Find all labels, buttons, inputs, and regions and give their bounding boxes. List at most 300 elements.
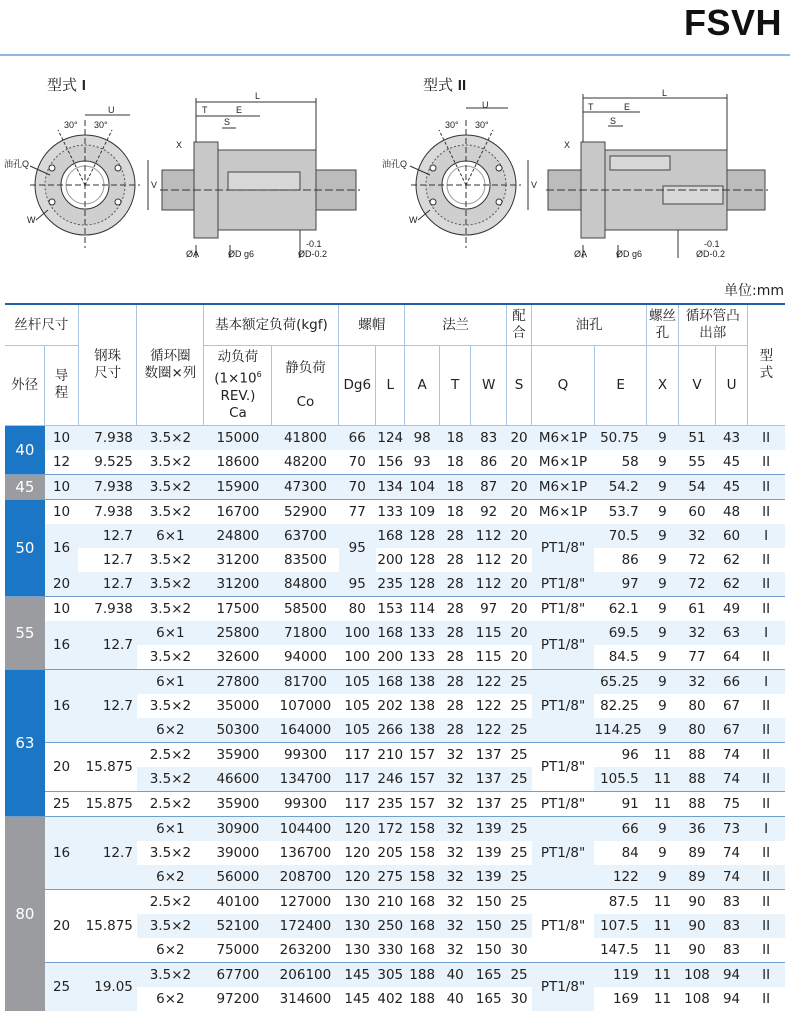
cell-ca: 35900 bbox=[204, 742, 272, 767]
type-ii-drawing bbox=[378, 80, 778, 265]
cell-x: 9 bbox=[647, 816, 678, 841]
cell-type: II bbox=[747, 499, 785, 524]
cell-v: 108 bbox=[678, 962, 716, 987]
cell-type: II bbox=[747, 841, 785, 865]
cell-v: 36 bbox=[678, 816, 716, 841]
cell-type: I bbox=[747, 669, 785, 694]
cell-co: 84800 bbox=[272, 572, 339, 597]
cell-w: 92 bbox=[471, 499, 507, 524]
table-row bbox=[5, 499, 785, 524]
cell-l: 205 bbox=[376, 841, 405, 865]
cell-e: 84.5 bbox=[594, 645, 646, 670]
cell-w: 139 bbox=[471, 841, 507, 865]
cell-x: 11 bbox=[647, 791, 678, 816]
cell-a: 168 bbox=[405, 938, 440, 963]
cell-ball: 7.938 bbox=[78, 499, 137, 524]
cell-v: 72 bbox=[678, 572, 716, 597]
cell-dg6: 66 bbox=[339, 425, 376, 450]
cell-v: 90 bbox=[678, 938, 716, 963]
cell-co: 63700 bbox=[272, 524, 339, 548]
cell-ball: 12.7 bbox=[78, 548, 137, 572]
cell-ball: 7.938 bbox=[78, 425, 137, 450]
outer-dia-cell: 50 bbox=[5, 499, 45, 596]
svg-text:-0.1: -0.1 bbox=[306, 239, 322, 249]
cell-u: 64 bbox=[716, 645, 747, 670]
cell-type: II bbox=[747, 742, 785, 767]
cell-lead: 16 bbox=[45, 816, 79, 889]
cell-co: 94000 bbox=[272, 645, 339, 670]
cell-ca: 52100 bbox=[204, 914, 272, 938]
cell-dg6: 145 bbox=[339, 987, 376, 1011]
cell-lead: 16 bbox=[45, 669, 79, 742]
cell-x: 9 bbox=[647, 596, 678, 621]
outer-dia-cell: 80 bbox=[5, 816, 45, 1011]
cell-e: 87.5 bbox=[594, 889, 646, 914]
cell-x: 9 bbox=[647, 645, 678, 670]
cell-e: 69.5 bbox=[594, 621, 646, 645]
cell-w: 97 bbox=[471, 596, 507, 621]
cell-dg6: 70 bbox=[339, 474, 376, 499]
cell-circ: 3.5×2 bbox=[137, 596, 204, 621]
cell-w: 150 bbox=[471, 938, 507, 963]
cell-dg6: 80 bbox=[339, 596, 376, 621]
cell-lead: 12 bbox=[45, 450, 79, 475]
cell-dg6: 95 bbox=[339, 524, 376, 572]
cell-t: 32 bbox=[439, 865, 470, 890]
cell-v: 89 bbox=[678, 841, 716, 865]
th-q: Q bbox=[532, 346, 595, 426]
cell-v: 90 bbox=[678, 914, 716, 938]
cell-e: 96 bbox=[594, 742, 646, 767]
header-divider bbox=[0, 54, 790, 56]
cell-u: 62 bbox=[716, 572, 747, 597]
cell-e: 147.5 bbox=[594, 938, 646, 963]
cell-a: 114 bbox=[405, 596, 440, 621]
cell-s: 20 bbox=[506, 499, 531, 524]
cell-type: II bbox=[747, 987, 785, 1011]
cell-co: 314600 bbox=[272, 987, 339, 1011]
cell-t: 32 bbox=[439, 791, 470, 816]
cell-x: 11 bbox=[647, 914, 678, 938]
th-x: X bbox=[647, 346, 678, 426]
svg-text:X: X bbox=[176, 140, 183, 150]
cell-lead: 10 bbox=[45, 596, 79, 621]
svg-text:U: U bbox=[482, 100, 489, 110]
cell-co: 58500 bbox=[272, 596, 339, 621]
cell-e: 97 bbox=[594, 572, 646, 597]
cell-t: 28 bbox=[439, 669, 470, 694]
cell-circ: 6×1 bbox=[137, 524, 204, 548]
cell-ca: 25800 bbox=[204, 621, 272, 645]
cell-u: 43 bbox=[716, 425, 747, 450]
svg-text:油孔Q: 油孔Q bbox=[4, 159, 30, 169]
cell-v: 51 bbox=[678, 425, 716, 450]
cell-a: 138 bbox=[405, 669, 440, 694]
svg-text:油孔Q: 油孔Q bbox=[382, 159, 408, 169]
cell-circ: 2.5×2 bbox=[137, 791, 204, 816]
cell-l: 153 bbox=[376, 596, 405, 621]
cell-u: 74 bbox=[716, 865, 747, 890]
cell-v: 32 bbox=[678, 669, 716, 694]
svg-text:T: T bbox=[202, 105, 208, 115]
cell-a: 157 bbox=[405, 742, 440, 767]
cell-dg6: 100 bbox=[339, 621, 376, 645]
outer-dia-cell: 45 bbox=[5, 474, 45, 499]
cell-q: PT1/8" bbox=[532, 572, 595, 597]
cell-q: PT1/8" bbox=[532, 889, 595, 962]
cell-x: 9 bbox=[647, 841, 678, 865]
cell-a: 128 bbox=[405, 572, 440, 597]
cell-a: 128 bbox=[405, 524, 440, 548]
outer-dia-cell: 63 bbox=[5, 669, 45, 816]
cell-type: II bbox=[747, 694, 785, 718]
cell-ca: 18600 bbox=[204, 450, 272, 475]
table-row bbox=[5, 425, 785, 450]
cell-ca: 15900 bbox=[204, 474, 272, 499]
cell-s: 25 bbox=[506, 791, 531, 816]
cell-v: 32 bbox=[678, 621, 716, 645]
cell-ca: 39000 bbox=[204, 841, 272, 865]
cell-circ: 6×1 bbox=[137, 816, 204, 841]
cell-w: 115 bbox=[471, 621, 507, 645]
cell-u: 74 bbox=[716, 841, 747, 865]
cell-lead: 16 bbox=[45, 524, 79, 572]
svg-text:ØA: ØA bbox=[186, 249, 200, 259]
cell-v: 89 bbox=[678, 865, 716, 890]
unit-label: 单位:mm bbox=[724, 283, 784, 299]
cell-s: 25 bbox=[506, 694, 531, 718]
cell-t: 18 bbox=[439, 450, 470, 475]
cell-co: 136700 bbox=[272, 841, 339, 865]
outer-dia-cell: 40 bbox=[5, 425, 45, 474]
cell-ball: 9.525 bbox=[78, 450, 137, 475]
cell-a: 157 bbox=[405, 767, 440, 792]
cell-type: II bbox=[747, 962, 785, 987]
cell-ball: 7.938 bbox=[78, 474, 137, 499]
cell-dg6: 105 bbox=[339, 718, 376, 743]
table-row bbox=[5, 621, 785, 645]
cell-l: 275 bbox=[376, 865, 405, 890]
cell-x: 9 bbox=[647, 865, 678, 890]
cell-ball: 15.875 bbox=[78, 889, 137, 962]
cell-q: PT1/8" bbox=[532, 962, 595, 1011]
cell-circ: 3.5×2 bbox=[137, 474, 204, 499]
cell-lead: 20 bbox=[45, 572, 79, 597]
cell-t: 32 bbox=[439, 889, 470, 914]
cell-x: 11 bbox=[647, 962, 678, 987]
table-row bbox=[5, 791, 785, 816]
cell-q: PT1/8" bbox=[532, 524, 595, 572]
cell-s: 20 bbox=[506, 548, 531, 572]
cell-l: 168 bbox=[376, 621, 405, 645]
cell-ca: 32600 bbox=[204, 645, 272, 670]
cell-v: 80 bbox=[678, 718, 716, 743]
cell-t: 28 bbox=[439, 548, 470, 572]
svg-text:ØD-0.2: ØD-0.2 bbox=[298, 249, 328, 259]
cell-circ: 3.5×2 bbox=[137, 694, 204, 718]
table-row bbox=[5, 474, 785, 499]
cell-w: 112 bbox=[471, 524, 507, 548]
cell-w: 150 bbox=[471, 889, 507, 914]
th-flange: 法兰 bbox=[405, 304, 507, 346]
cell-a: 158 bbox=[405, 841, 440, 865]
cell-w: 122 bbox=[471, 694, 507, 718]
th-nut: 螺帽 bbox=[339, 304, 405, 346]
cell-w: 150 bbox=[471, 914, 507, 938]
cell-t: 28 bbox=[439, 645, 470, 670]
cell-s: 20 bbox=[506, 596, 531, 621]
cell-e: 105.5 bbox=[594, 767, 646, 792]
cell-w: 137 bbox=[471, 767, 507, 792]
cell-a: 188 bbox=[405, 987, 440, 1011]
cell-lead: 25 bbox=[45, 791, 79, 816]
cell-v: 88 bbox=[678, 742, 716, 767]
cell-co: 107000 bbox=[272, 694, 339, 718]
cell-w: 112 bbox=[471, 548, 507, 572]
cell-ball: 15.875 bbox=[78, 791, 137, 816]
cell-co: 127000 bbox=[272, 889, 339, 914]
cell-co: 263200 bbox=[272, 938, 339, 963]
cell-co: 206100 bbox=[272, 962, 339, 987]
cell-l: 168 bbox=[376, 669, 405, 694]
cell-t: 18 bbox=[439, 474, 470, 499]
cell-type: II bbox=[747, 450, 785, 475]
th-t: T bbox=[439, 346, 470, 426]
type-i-drawing bbox=[0, 80, 380, 265]
cell-t: 40 bbox=[439, 987, 470, 1011]
cell-dg6: 120 bbox=[339, 865, 376, 890]
cell-l: 305 bbox=[376, 962, 405, 987]
cell-w: 115 bbox=[471, 645, 507, 670]
cell-l: 168 bbox=[376, 524, 405, 548]
cell-lead: 25 bbox=[45, 962, 79, 1011]
cell-w: 86 bbox=[471, 450, 507, 475]
cell-a: 168 bbox=[405, 889, 440, 914]
svg-text:U: U bbox=[108, 105, 115, 115]
cell-w: 165 bbox=[471, 962, 507, 987]
svg-text:ØD-0.2: ØD-0.2 bbox=[696, 249, 726, 259]
cell-v: 61 bbox=[678, 596, 716, 621]
cell-type: II bbox=[747, 572, 785, 597]
cell-co: 99300 bbox=[272, 791, 339, 816]
cell-q: PT1/8" bbox=[532, 596, 595, 621]
cell-v: 90 bbox=[678, 889, 716, 914]
cell-l: 235 bbox=[376, 572, 405, 597]
th-lead: 导 程 bbox=[45, 346, 79, 426]
cell-type: II bbox=[747, 645, 785, 670]
cell-ball: 15.875 bbox=[78, 742, 137, 791]
table-row bbox=[5, 962, 785, 987]
cell-e: 65.25 bbox=[594, 669, 646, 694]
cell-e: 50.75 bbox=[594, 425, 646, 450]
cell-circ: 3.5×2 bbox=[137, 425, 204, 450]
page-title: FSVH bbox=[683, 2, 782, 43]
cell-t: 28 bbox=[439, 524, 470, 548]
cell-u: 45 bbox=[716, 450, 747, 475]
svg-text:L: L bbox=[255, 91, 261, 101]
cell-a: 133 bbox=[405, 621, 440, 645]
cell-a: 109 bbox=[405, 499, 440, 524]
cell-dg6: 130 bbox=[339, 889, 376, 914]
svg-text:30°: 30° bbox=[94, 120, 108, 130]
cell-dg6: 95 bbox=[339, 572, 376, 597]
cell-type: I bbox=[747, 621, 785, 645]
cell-type: II bbox=[747, 596, 785, 621]
cell-v: 55 bbox=[678, 450, 716, 475]
table-row bbox=[5, 596, 785, 621]
cell-a: 158 bbox=[405, 865, 440, 890]
cell-type: II bbox=[747, 865, 785, 890]
cell-type: II bbox=[747, 767, 785, 792]
th-e: E bbox=[594, 346, 646, 426]
cell-ca: 56000 bbox=[204, 865, 272, 890]
cell-w: 137 bbox=[471, 742, 507, 767]
cell-ca: 50300 bbox=[204, 718, 272, 743]
svg-text:S: S bbox=[224, 117, 231, 127]
cell-co: 81700 bbox=[272, 669, 339, 694]
cell-v: 60 bbox=[678, 499, 716, 524]
cell-ball: 12.7 bbox=[78, 816, 137, 889]
svg-text:W: W bbox=[27, 215, 36, 225]
cell-a: 158 bbox=[405, 816, 440, 841]
cell-circ: 3.5×2 bbox=[137, 962, 204, 987]
cell-q: PT1/8" bbox=[532, 742, 595, 791]
cell-u: 73 bbox=[716, 816, 747, 841]
cell-w: 139 bbox=[471, 816, 507, 841]
svg-text:ØA: ØA bbox=[574, 249, 588, 259]
cell-w: 122 bbox=[471, 669, 507, 694]
cell-l: 200 bbox=[376, 645, 405, 670]
cell-ca: 67700 bbox=[204, 962, 272, 987]
cell-e: 54.2 bbox=[594, 474, 646, 499]
cell-ca: 97200 bbox=[204, 987, 272, 1011]
cell-ca: 31200 bbox=[204, 548, 272, 572]
cell-q: M6×1P bbox=[532, 474, 595, 499]
cell-q: PT1/8" bbox=[532, 791, 595, 816]
svg-text:E: E bbox=[624, 102, 631, 112]
cell-circ: 2.5×2 bbox=[137, 889, 204, 914]
th-dg6: Dg6 bbox=[339, 346, 376, 426]
cell-dg6: 130 bbox=[339, 914, 376, 938]
cell-dg6: 145 bbox=[339, 962, 376, 987]
cell-t: 32 bbox=[439, 742, 470, 767]
cell-u: 94 bbox=[716, 987, 747, 1011]
cell-u: 94 bbox=[716, 962, 747, 987]
cell-lead: 16 bbox=[45, 621, 79, 670]
cell-u: 60 bbox=[716, 524, 747, 548]
cell-s: 25 bbox=[506, 865, 531, 890]
cell-ball: 7.938 bbox=[78, 596, 137, 621]
cell-t: 40 bbox=[439, 962, 470, 987]
cell-e: 62.1 bbox=[594, 596, 646, 621]
cell-circ: 3.5×2 bbox=[137, 645, 204, 670]
cell-co: 172400 bbox=[272, 914, 339, 938]
cell-l: 156 bbox=[376, 450, 405, 475]
cell-s: 20 bbox=[506, 621, 531, 645]
cell-l: 266 bbox=[376, 718, 405, 743]
cell-q: PT1/8" bbox=[532, 816, 595, 889]
cell-e: 70.5 bbox=[594, 524, 646, 548]
cell-v: 32 bbox=[678, 524, 716, 548]
cell-t: 32 bbox=[439, 914, 470, 938]
cell-type: I bbox=[747, 816, 785, 841]
cell-dg6: 130 bbox=[339, 938, 376, 963]
cell-u: 62 bbox=[716, 548, 747, 572]
cell-co: 83500 bbox=[272, 548, 339, 572]
cell-l: 133 bbox=[376, 499, 405, 524]
cell-co: 52900 bbox=[272, 499, 339, 524]
cell-l: 200 bbox=[376, 548, 405, 572]
cell-v: 88 bbox=[678, 767, 716, 792]
cell-u: 75 bbox=[716, 791, 747, 816]
cell-u: 48 bbox=[716, 499, 747, 524]
cell-a: 188 bbox=[405, 962, 440, 987]
cell-e: 66 bbox=[594, 816, 646, 841]
svg-text:-0.1: -0.1 bbox=[704, 239, 720, 249]
cell-q: M6×1P bbox=[532, 499, 595, 524]
cell-t: 32 bbox=[439, 816, 470, 841]
cell-type: II bbox=[747, 425, 785, 450]
cell-e: 91 bbox=[594, 791, 646, 816]
cell-e: 53.7 bbox=[594, 499, 646, 524]
cell-type: II bbox=[747, 914, 785, 938]
svg-text:E: E bbox=[236, 105, 243, 115]
cell-lead: 20 bbox=[45, 889, 79, 962]
cell-dg6: 105 bbox=[339, 669, 376, 694]
cell-e: 58 bbox=[594, 450, 646, 475]
table-row bbox=[5, 669, 785, 694]
cell-circ: 6×2 bbox=[137, 938, 204, 963]
cell-x: 9 bbox=[647, 474, 678, 499]
cell-u: 45 bbox=[716, 474, 747, 499]
cell-dg6: 117 bbox=[339, 791, 376, 816]
cell-lead: 20 bbox=[45, 742, 79, 791]
cell-x: 9 bbox=[647, 572, 678, 597]
cell-s: 30 bbox=[506, 987, 531, 1011]
cell-ca: 17500 bbox=[204, 596, 272, 621]
cell-l: 210 bbox=[376, 889, 405, 914]
cell-t: 28 bbox=[439, 621, 470, 645]
table-row bbox=[5, 742, 785, 767]
cell-l: 134 bbox=[376, 474, 405, 499]
cell-e: 86 bbox=[594, 548, 646, 572]
cell-dg6: 100 bbox=[339, 645, 376, 670]
cell-dg6: 120 bbox=[339, 816, 376, 841]
cell-co: 208700 bbox=[272, 865, 339, 890]
cell-lead: 10 bbox=[45, 499, 79, 524]
cell-q: M6×1P bbox=[532, 425, 595, 450]
cell-v: 88 bbox=[678, 791, 716, 816]
cell-type: II bbox=[747, 474, 785, 499]
cell-x: 11 bbox=[647, 767, 678, 792]
cell-a: 157 bbox=[405, 791, 440, 816]
svg-text:V: V bbox=[531, 180, 538, 190]
cell-ca: 35900 bbox=[204, 791, 272, 816]
cell-x: 11 bbox=[647, 938, 678, 963]
th-shaft-size: 丝杆尺寸 bbox=[5, 304, 78, 346]
cell-a: 93 bbox=[405, 450, 440, 475]
cell-v: 80 bbox=[678, 694, 716, 718]
cell-w: 122 bbox=[471, 718, 507, 743]
cell-a: 104 bbox=[405, 474, 440, 499]
svg-text:30°: 30° bbox=[475, 120, 489, 130]
cell-co: 104400 bbox=[272, 816, 339, 841]
cell-u: 74 bbox=[716, 767, 747, 792]
cell-w: 112 bbox=[471, 572, 507, 597]
cell-s: 25 bbox=[506, 914, 531, 938]
spec-table-body bbox=[5, 425, 785, 1011]
cell-a: 138 bbox=[405, 718, 440, 743]
